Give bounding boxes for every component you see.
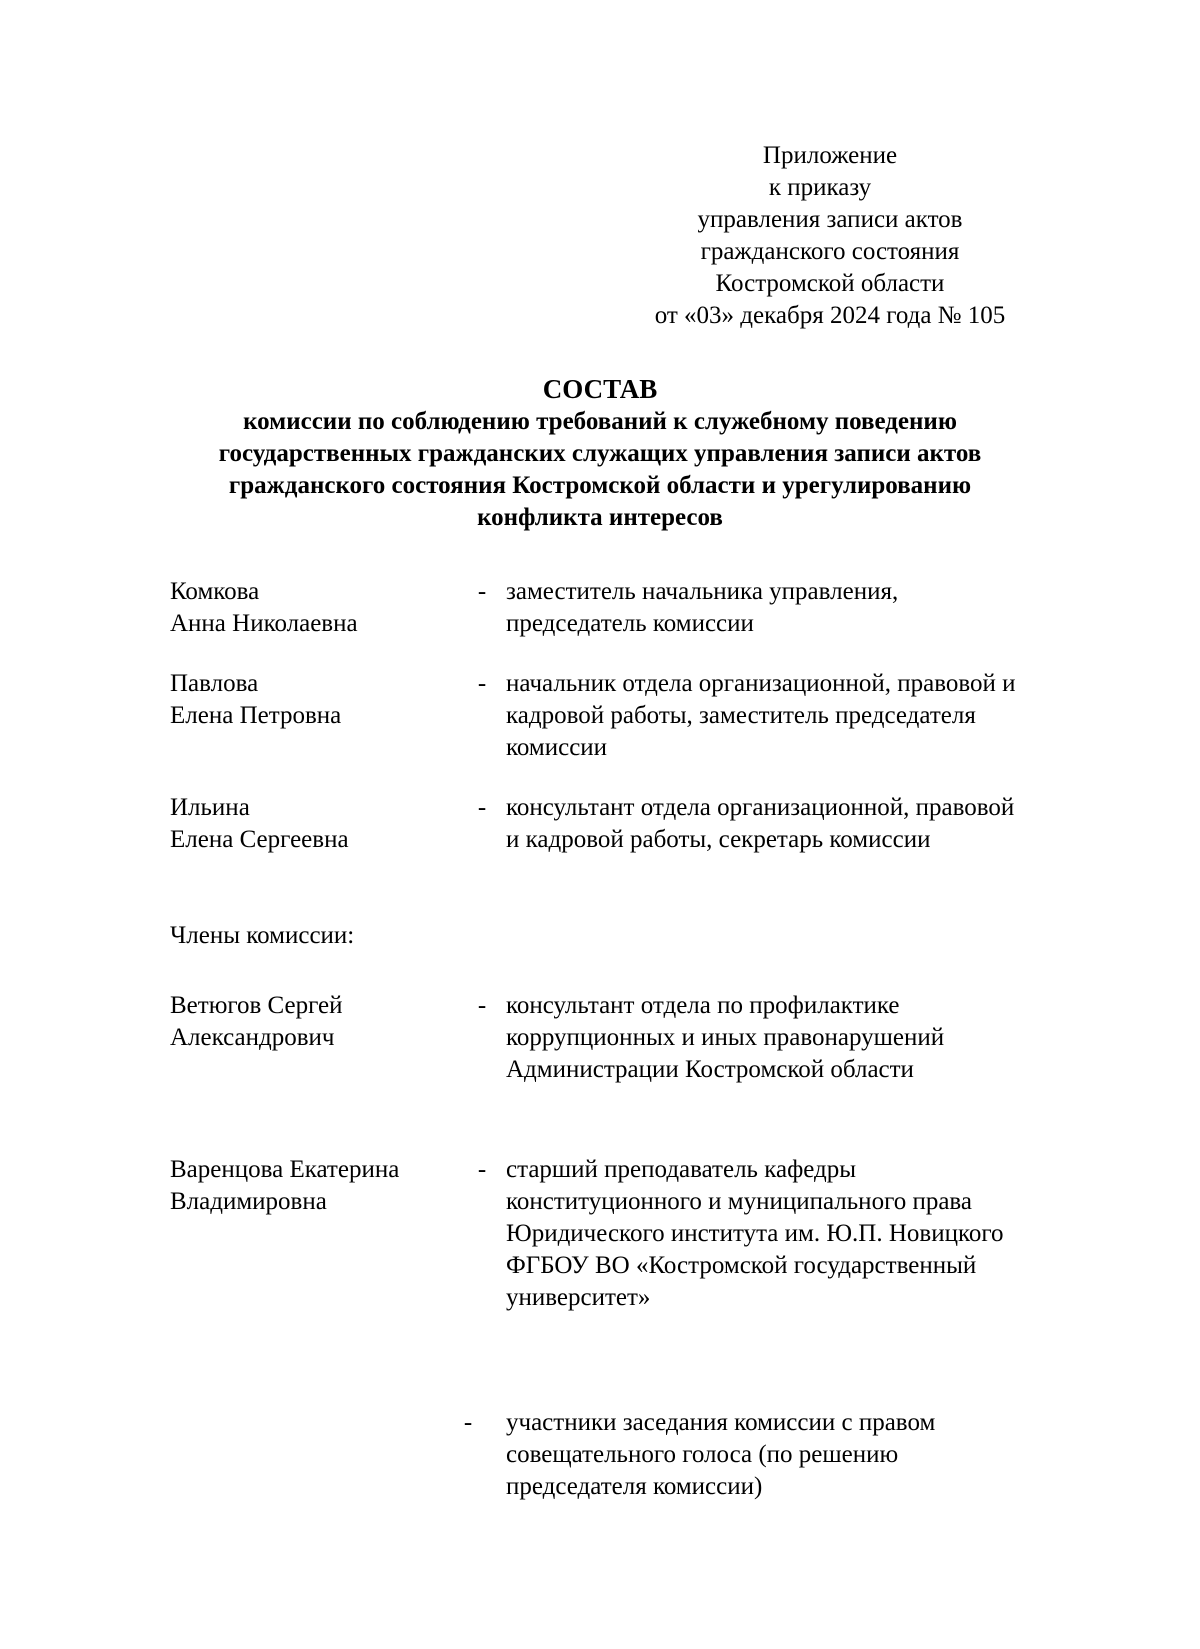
member-name: Варенцова Екатерина Владимировна bbox=[170, 1156, 400, 1215]
document-subtitle-line-3: гражданского состояния Костромской области и урегулированию bbox=[228, 472, 972, 499]
member-description: старший преподаватель кафедры конституционного и муниципального права Юридического института им. Ю.П. Новицкого ФГБОУ ВО «Костромской государственный университет» bbox=[506, 1156, 1004, 1311]
member-name: Ветюгов Сергей Александрович bbox=[170, 992, 343, 1051]
appendix-line-2: к приказу bbox=[768, 174, 872, 201]
member-dash: - bbox=[463, 1409, 473, 1436]
document-subtitle-line-1: комиссии по соблюдению требований к служебному поведению bbox=[243, 408, 957, 435]
member-description: консультант отдела организационной, правовой и кадровой работы, секретарь комиссии bbox=[506, 794, 1015, 853]
document-title: СОСТАВ bbox=[542, 374, 658, 404]
member-dash: - bbox=[477, 992, 487, 1019]
appendix-line-6: от «03» декабря 2024 года № 105 bbox=[654, 302, 1006, 329]
members-label: Члены комиссии: bbox=[170, 922, 355, 949]
member-dash: - bbox=[477, 794, 487, 821]
member-name: Павлова Елена Петровна bbox=[170, 670, 342, 729]
member-dash: - bbox=[477, 1156, 487, 1183]
member-description: консультант отдела по профилактике коррупционных и иных правонарушений Администрации Костромской области bbox=[506, 992, 945, 1083]
member-dash: - bbox=[477, 670, 487, 697]
appendix-line-1: Приложение bbox=[762, 142, 898, 169]
member-description: участники заседания комиссии с правом совещательного голоса (по решению председателя комиссии) bbox=[506, 1409, 936, 1500]
member-name: Комкова Анна Николаевна bbox=[170, 578, 358, 637]
document-subtitle-line-2: государственных гражданских служащих управления записи актов bbox=[218, 440, 982, 467]
appendix-line-4: гражданского состояния bbox=[700, 238, 960, 265]
appendix-block bbox=[600, 140, 1060, 332]
member-description: заместитель начальника управления, председатель комиссии bbox=[506, 578, 899, 637]
member-name: Ильина Елена Сергеевна bbox=[170, 794, 349, 853]
member-dash: - bbox=[477, 578, 487, 605]
appendix-line-5: Костромской области bbox=[715, 270, 945, 297]
document-heading bbox=[100, 372, 1100, 534]
appendix-line-3: управления записи актов bbox=[697, 206, 963, 233]
member-description: начальник отдела организационной, правовой и кадровой работы, заместитель председателя комиссии bbox=[506, 670, 1016, 761]
document-subtitle-line-4: конфликта интересов bbox=[477, 504, 723, 531]
